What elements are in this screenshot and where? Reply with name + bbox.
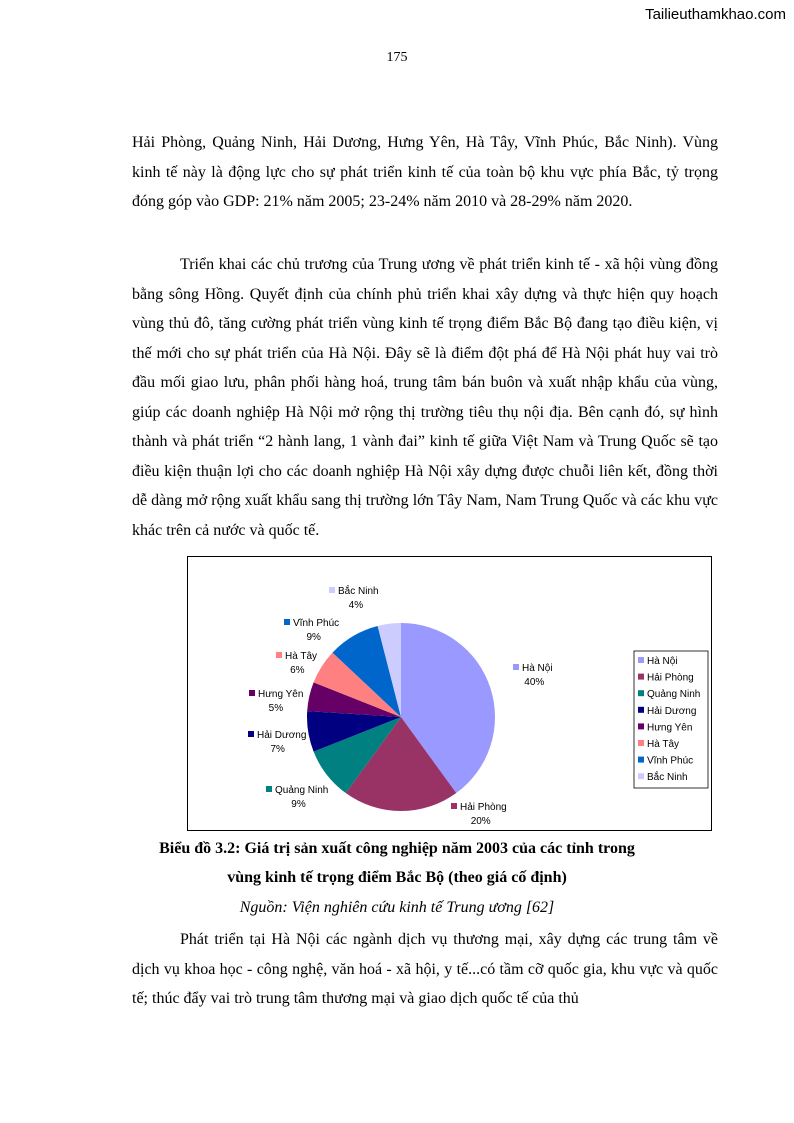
slice-label-swatch-2: [451, 803, 457, 809]
legend-swatch-3: [638, 690, 644, 696]
slice-label-4: Hải Dương: [257, 730, 307, 741]
page-number: 175: [386, 50, 408, 65]
slice-value-4: 7%: [270, 744, 285, 755]
legend-swatch-6: [638, 740, 644, 746]
legend-entry-6: Hà Tây: [647, 739, 680, 750]
legend-swatch-5: [638, 723, 644, 729]
slice-value-3: 9%: [291, 799, 306, 810]
slice-value-2: 20%: [470, 816, 491, 827]
slice-value-8: 4%: [348, 600, 364, 611]
slice-label-1: Hà Nội: [522, 663, 553, 674]
slice-label-swatch-8: [329, 587, 335, 593]
slice-label-swatch-3: [266, 786, 272, 792]
slice-value-6: 6%: [290, 665, 305, 676]
slice-label-swatch-1: [513, 664, 519, 670]
legend-swatch-1: [638, 657, 644, 663]
chart-caption-line1: Biểu đồ 3.2: Giá trị sản xuất công nghiệp năm 2003 của các tỉnh trong: [159, 840, 635, 857]
legend-entry-2: Hải Phòng: [647, 672, 694, 684]
slice-label-5: Hưng Yên: [258, 689, 304, 700]
slice-label-8: Bắc Ninh: [338, 586, 379, 597]
legend-swatch-7: [638, 757, 644, 763]
pie-chart-svg: [188, 557, 711, 830]
slice-value-1: 40%: [524, 677, 545, 688]
legend-entry-8: Bắc Ninh: [647, 772, 688, 784]
slice-label-swatch-7: [284, 619, 290, 625]
slice-label-3: Quảng Ninh: [275, 785, 329, 796]
pie-chart: [187, 556, 712, 831]
slice-value-7: 9%: [306, 632, 321, 643]
legend-entry-5: Hưng Yên: [647, 722, 693, 734]
chart-source: Nguồn: Viện nghiên cứu kinh tế Trung ương [62]: [239, 899, 555, 916]
legend-box: [634, 651, 708, 788]
legend-swatch-8: [638, 773, 644, 779]
paragraph-2: Triển khai các chủ trương của Trung ương về phát triển kinh tế - xã hội vùng đồng bằng sông Hồng. Quyết định của chính phủ triển khai xây dựng và thực hiện quy hoạch vùng thủ đô, tăng cường phát triển vùng kinh tế trọng điểm Bắc Bộ đang tạo điều kiện, vị thế mới cho sự phát triển của Hà Nội. Đây sẽ là điểm đột phá để Hà Nội phát huy vai trò đầu mối giao lưu, phân phối hàng hoá, trung tâm bán buôn và xuất nhập khẩu của vùng, giúp các doanh nghiệp Hà Nội mở rộng thị trường tiêu thụ nội địa. Bên cạnh đó, sự hình thành và phát triển “2 hành lang, 1 vành đai” kinh tế giữa Việt Nam và Trung Quốc sẽ tạo điều kiện thuận lợi cho các doanh nghiệp Hà Nội xây dựng được chuỗi liên kết, đồng thời dễ dàng mở rộng xuất khẩu sang thị trường lớn Tây Nam, Nam Trung Quốc và các khu vực khác trên cả nước và quốc tế.: [132, 256, 718, 539]
slice-label-2: Hải Phòng: [460, 802, 507, 813]
legend-entry-1: Hà Nội: [647, 656, 678, 667]
chart-caption-line2: vùng kinh tế trọng điểm Bắc Bộ (theo giá cố định): [227, 869, 567, 886]
slice-label-6: Hà Tây: [285, 651, 318, 662]
slice-label-swatch-6: [276, 652, 282, 658]
slice-label-swatch-5: [249, 690, 255, 696]
legend-swatch-4: [638, 707, 644, 713]
legend-swatch-2: [638, 674, 644, 680]
paragraph-3: Phát triển tại Hà Nội các ngành dịch vụ thương mại, xây dựng các trung tâm về dịch vụ khoa học - công nghệ, văn hoá - xã hội, y tế...có tầm cỡ quốc gia, khu vực và quốc tế; thúc đẩy vai trò trung tâm thương mại và giao dịch quốc tế của thủ: [132, 931, 718, 1007]
slice-label-swatch-4: [248, 731, 254, 737]
paragraph-1: Hải Phòng, Quảng Ninh, Hải Dương, Hưng Yên, Hà Tây, Vĩnh Phúc, Bắc Ninh). Vùng kinh tế này là động lực cho sự phát triển kinh tế của toàn bộ khu vực phía Bắc, tỷ trọng đóng góp vào GDP: 21% năm 2005; 23-24% năm 2010 và 28-29% năm 2020.: [132, 134, 718, 210]
legend-entry-7: Vĩnh Phúc: [647, 755, 694, 767]
legend-entry-3: Quảng Ninh: [647, 689, 701, 701]
legend-entry-4: Hải Dương: [647, 705, 697, 717]
watermark: Tailieuthamkhao.com: [645, 6, 786, 23]
slice-value-5: 5%: [268, 703, 284, 714]
slice-label-7: Vĩnh Phúc: [293, 618, 340, 629]
